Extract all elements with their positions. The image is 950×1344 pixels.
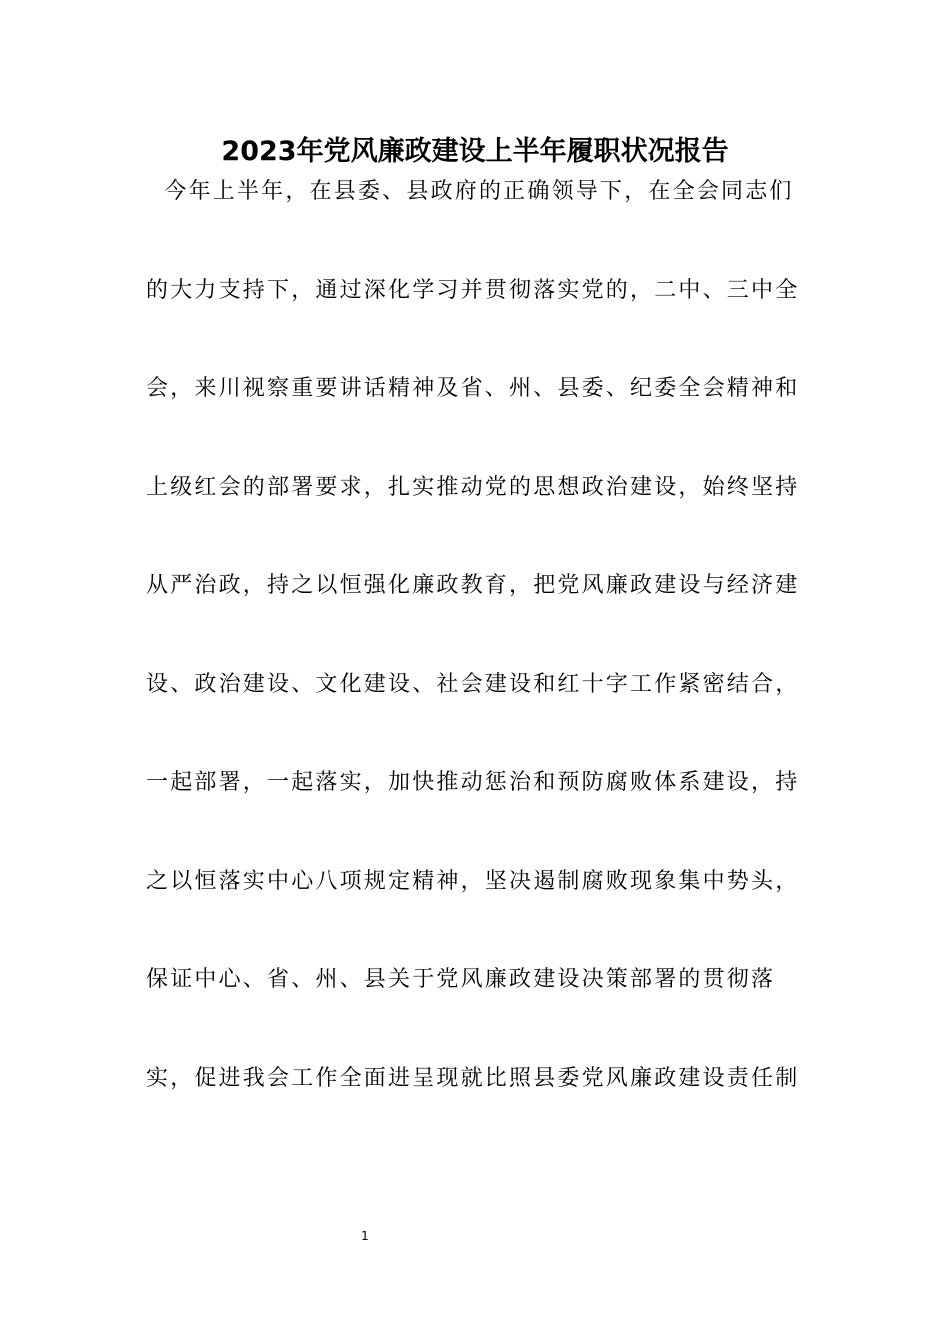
page-number: 1 bbox=[361, 1229, 369, 1243]
paragraph-line: 一起部署，一起落实，加快推动惩治和预防腐败体系建设，持 bbox=[146, 770, 800, 795]
paragraph-line: 之以恒落实中心八项规定精神，坚决遏制腐败现象集中势头， bbox=[146, 868, 800, 894]
paragraph-line: 上级红会的部署要求，扎实推动党的思想政治建设，始终坚持 bbox=[146, 474, 800, 500]
paragraph-line: 的大力支持下，通过深化学习并贯彻落实党的，二中、三中全 bbox=[146, 277, 800, 303]
paragraph-line: 从严治政，持之以恒强化廉政教育，把党风廉政建设与经济建 bbox=[146, 573, 800, 598]
paragraph-line: 今年上半年，在县委、县政府的正确领导下，在全会同志们 bbox=[146, 179, 794, 204]
document-title: 2023年党风廉政建设上半年履职状况报告 bbox=[221, 136, 729, 167]
paragraph-line: 设、政治建设、文化建设、社会建设和红十字工作紧密结合， bbox=[146, 671, 800, 697]
document-body bbox=[146, 172, 806, 1157]
paragraph-line: 实，促进我会工作全面进呈现就比照县委党风廉政建设责任制 bbox=[146, 1065, 800, 1091]
paragraph-line: 会，来川视察重要讲话精神及省、州、县委、纪委全会精神和 bbox=[146, 376, 800, 401]
paragraph-line: 保证中心、省、州、县关于党风廉政建设决策部署的贯彻落 bbox=[146, 967, 776, 992]
